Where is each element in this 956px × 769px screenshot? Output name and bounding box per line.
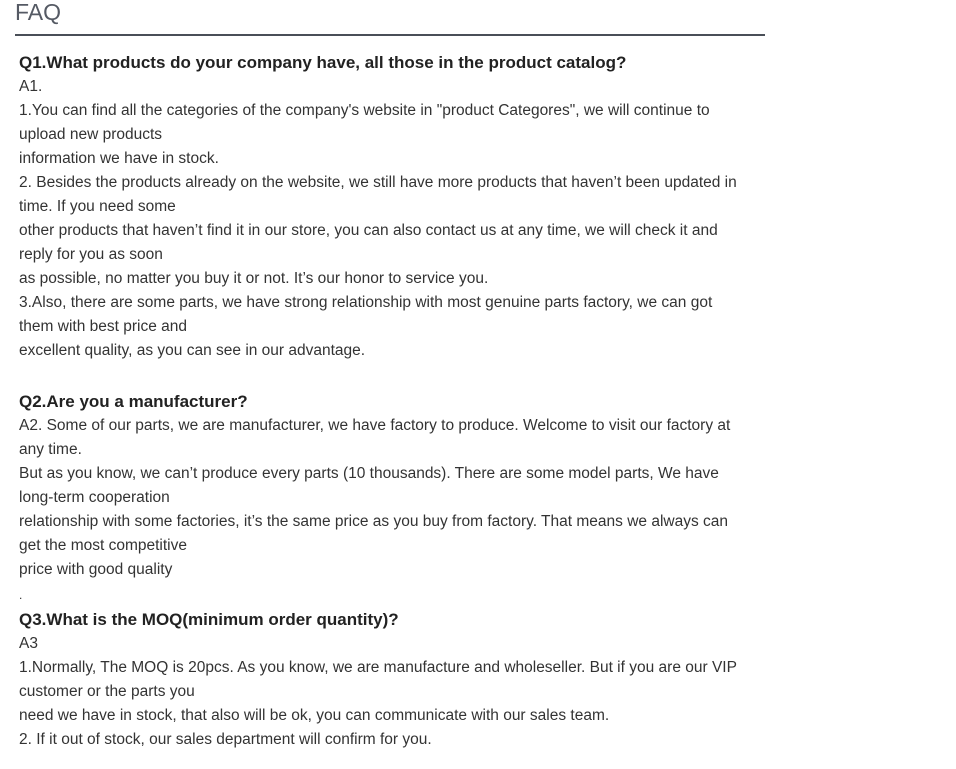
faq-answer-line: other products that haven’t find it in our store, you can also contact us at any time, we will check it and xyxy=(19,222,718,239)
faq-question-2: Q2.Are you a manufacturer? xyxy=(19,392,248,411)
faq-answer-line: But as you know, we can’t produce every parts (10 thousands). There are some model parts, We have xyxy=(19,465,719,482)
faq-question-3: Q3.What is the MOQ(minimum order quantity)? xyxy=(19,610,399,629)
faq-answer-line: information we have in stock. xyxy=(19,150,219,167)
faq-answer-line: reply for you as soon xyxy=(19,246,163,263)
section-spacer xyxy=(19,363,765,390)
faq-answer-line: customer or the parts you xyxy=(19,683,195,700)
faq-answer-line: any time. xyxy=(19,441,82,458)
faq-answer-line: relationship with some factories, it’s the same price as you buy from factory. That means we always can xyxy=(19,513,729,530)
faq-answer-line: 1.You can find all the categories of the company's website in "product Categores", we will continue to xyxy=(19,102,710,119)
faq-answer-line: price with good quality xyxy=(19,561,173,578)
faq-question-1: Q1.What products do your company have, all those in the product catalog? xyxy=(19,53,627,72)
faq-answer-line: . xyxy=(19,588,23,602)
faq-answer-line: 2. If it out of stock, our sales department will confirm for you. xyxy=(19,731,432,748)
faq-answer-line: get the most competitive xyxy=(19,537,187,554)
faq-answer-line: them with best price and xyxy=(19,318,188,335)
faq-answer-line: A1. xyxy=(19,78,43,95)
faq-answer-line: A3 xyxy=(19,635,38,652)
faq-answer-line: 3.Also, there are some parts, we have strong relationship with most genuine parts factory, we can got xyxy=(19,294,713,311)
faq-answer-line: need we have in stock, that also will be ok, you can communicate with our sales team. xyxy=(19,707,610,724)
title-divider xyxy=(15,34,765,36)
faq-answer-line: long-term cooperation xyxy=(19,489,170,506)
faq-answer-line: 1.Normally, The MOQ is 20pcs. As you know, we are manufacture and wholeseller. But if you are our VIP xyxy=(19,659,737,676)
faq-answer-line: excellent quality, as you can see in our advantage. xyxy=(19,342,366,359)
faq-answer-line: time. If you need some xyxy=(19,198,176,215)
faq-answer-line: upload new products xyxy=(19,126,163,143)
faq-content xyxy=(19,51,765,752)
faq-answer-line: as possible, no matter you buy it or not. It’s our honor to service you. xyxy=(19,270,489,287)
faq-answer-line: 2. Besides the products already on the website, we still have more products that haven’t been updated in xyxy=(19,174,737,191)
faq-answer-line: A2. Some of our parts, we are manufacturer, we have factory to produce. Welcome to visit our factory at xyxy=(19,417,731,434)
page-title: FAQ xyxy=(15,0,62,25)
